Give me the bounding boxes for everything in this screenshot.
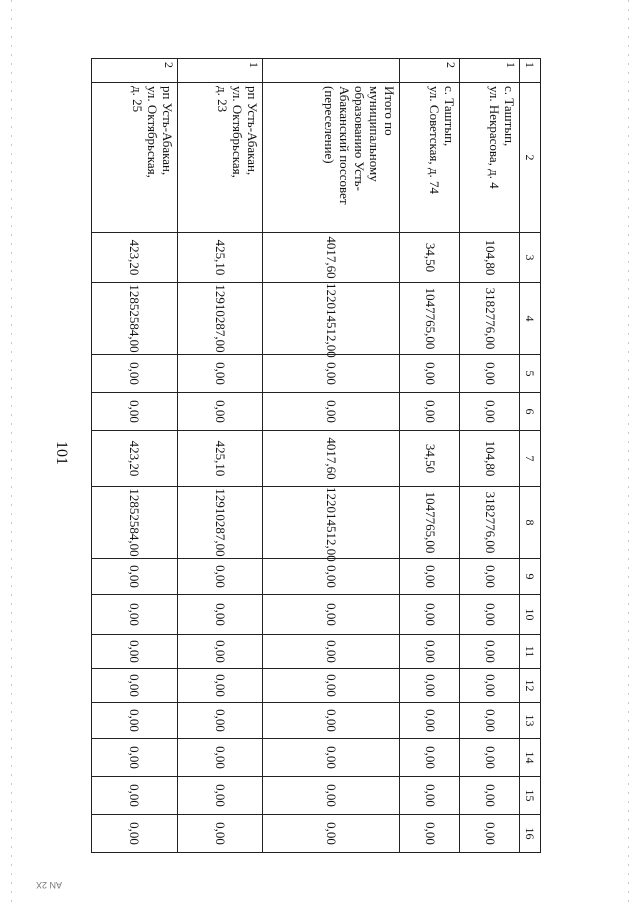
column-header: 16 <box>520 815 541 853</box>
value-cell: 0,00 <box>400 669 460 703</box>
value-cell: 0,00 <box>460 669 520 703</box>
value-cell: 0,00 <box>92 393 178 431</box>
value-cell: 0,00 <box>177 777 263 815</box>
address-cell: с. Таштып, ул. Некрасова, д. 4 <box>460 83 520 233</box>
value-cell: 0,00 <box>263 559 400 595</box>
value-cell: 0,00 <box>263 595 400 635</box>
row-index: 2 <box>400 59 460 83</box>
row-index: 1 <box>460 59 520 83</box>
page-number: 101 <box>53 441 70 465</box>
column-header: 9 <box>520 559 541 595</box>
table-row <box>263 59 400 853</box>
value-cell: 0,00 <box>460 559 520 595</box>
value-cell: 4017,60 <box>263 431 400 487</box>
value-cell: 0,00 <box>92 777 178 815</box>
value-cell: 0,00 <box>263 815 400 853</box>
address-cell: рп Усть-Абакан, ул. Октябрьская, д. 23 <box>177 83 263 233</box>
table-row <box>92 59 178 853</box>
value-cell: 0,00 <box>263 635 400 669</box>
header-row <box>520 59 541 853</box>
value-cell: 12852584,00 <box>92 283 178 355</box>
value-cell: 0,00 <box>400 815 460 853</box>
column-header: 2 <box>520 83 541 233</box>
table-container <box>91 58 541 852</box>
value-cell: 0,00 <box>263 393 400 431</box>
value-cell: 425,10 <box>177 431 263 487</box>
value-cell: 0,00 <box>400 595 460 635</box>
value-cell: 0,00 <box>460 355 520 393</box>
value-cell: 0,00 <box>460 595 520 635</box>
value-cell: 34,50 <box>400 233 460 283</box>
address-cell: с. Таштып, ул. Советская, д. 74 <box>400 83 460 233</box>
column-header: 7 <box>520 431 541 487</box>
data-table <box>91 58 541 853</box>
value-cell: 0,00 <box>177 739 263 777</box>
value-cell: 12910287,00 <box>177 283 263 355</box>
value-cell: 0,00 <box>400 777 460 815</box>
column-header: 11 <box>520 635 541 669</box>
value-cell: 12910287,00 <box>177 487 263 559</box>
value-cell: 0,00 <box>92 635 178 669</box>
table-row <box>460 59 520 853</box>
row-index: 1 <box>177 59 263 83</box>
value-cell: 0,00 <box>92 739 178 777</box>
table-row <box>400 59 460 853</box>
value-cell: 0,00 <box>92 703 178 739</box>
value-cell: 0,00 <box>92 355 178 393</box>
value-cell: 0,00 <box>92 595 178 635</box>
value-cell: 0,00 <box>460 393 520 431</box>
value-cell: 122014512,00 <box>263 487 400 559</box>
value-cell: 0,00 <box>263 669 400 703</box>
value-cell: 0,00 <box>263 703 400 739</box>
row-index <box>263 59 400 83</box>
value-cell: 0,00 <box>400 739 460 777</box>
column-header: 15 <box>520 777 541 815</box>
value-cell: 0,00 <box>177 635 263 669</box>
scan-edge-left <box>11 0 12 905</box>
column-header: 13 <box>520 703 541 739</box>
value-cell: 0,00 <box>400 393 460 431</box>
value-cell: 0,00 <box>177 815 263 853</box>
value-cell: 0,00 <box>177 703 263 739</box>
scan-edge-right <box>628 0 629 905</box>
value-cell: 0,00 <box>177 355 263 393</box>
value-cell: 0,00 <box>263 355 400 393</box>
address-cell: рп Усть-Абакан, ул. Октябрьская, д. 25 <box>92 83 178 233</box>
value-cell: 0,00 <box>400 635 460 669</box>
value-cell: 122014512,00 <box>263 283 400 355</box>
corner-mark: AN 2X <box>35 880 62 890</box>
address-cell: Итого по муниципальному образованию Усть-Абаканский поссовет (переселение) <box>263 83 400 233</box>
value-cell: 0,00 <box>92 815 178 853</box>
value-cell: 0,00 <box>177 559 263 595</box>
value-cell: 0,00 <box>460 703 520 739</box>
value-cell: 423,20 <box>92 431 178 487</box>
value-cell: 425,10 <box>177 233 263 283</box>
value-cell: 1047765,00 <box>400 283 460 355</box>
value-cell: 0,00 <box>400 559 460 595</box>
column-header: 5 <box>520 355 541 393</box>
value-cell: 3182776,00 <box>460 283 520 355</box>
column-header: 10 <box>520 595 541 635</box>
column-header: 8 <box>520 487 541 559</box>
row-index: 2 <box>92 59 178 83</box>
value-cell: 0,00 <box>460 815 520 853</box>
value-cell: 34,50 <box>400 431 460 487</box>
column-header: 14 <box>520 739 541 777</box>
value-cell: 1047765,00 <box>400 487 460 559</box>
column-header: 1 <box>520 59 541 83</box>
value-cell: 104,80 <box>460 233 520 283</box>
column-header: 12 <box>520 669 541 703</box>
value-cell: 0,00 <box>92 669 178 703</box>
value-cell: 0,00 <box>92 559 178 595</box>
value-cell: 0,00 <box>177 595 263 635</box>
column-header: 3 <box>520 233 541 283</box>
column-header: 4 <box>520 283 541 355</box>
value-cell: 0,00 <box>177 393 263 431</box>
value-cell: 104,80 <box>460 431 520 487</box>
value-cell: 3182776,00 <box>460 487 520 559</box>
value-cell: 423,20 <box>92 233 178 283</box>
value-cell: 12852584,00 <box>92 487 178 559</box>
value-cell: 0,00 <box>400 355 460 393</box>
table-body <box>92 59 520 853</box>
value-cell: 0,00 <box>460 777 520 815</box>
table-row <box>177 59 263 853</box>
column-header: 6 <box>520 393 541 431</box>
value-cell: 0,00 <box>177 669 263 703</box>
rotated-table <box>91 58 541 852</box>
value-cell: 0,00 <box>460 739 520 777</box>
value-cell: 0,00 <box>263 777 400 815</box>
value-cell: 0,00 <box>263 739 400 777</box>
value-cell: 0,00 <box>460 635 520 669</box>
value-cell: 4017,60 <box>263 233 400 283</box>
value-cell: 0,00 <box>400 703 460 739</box>
